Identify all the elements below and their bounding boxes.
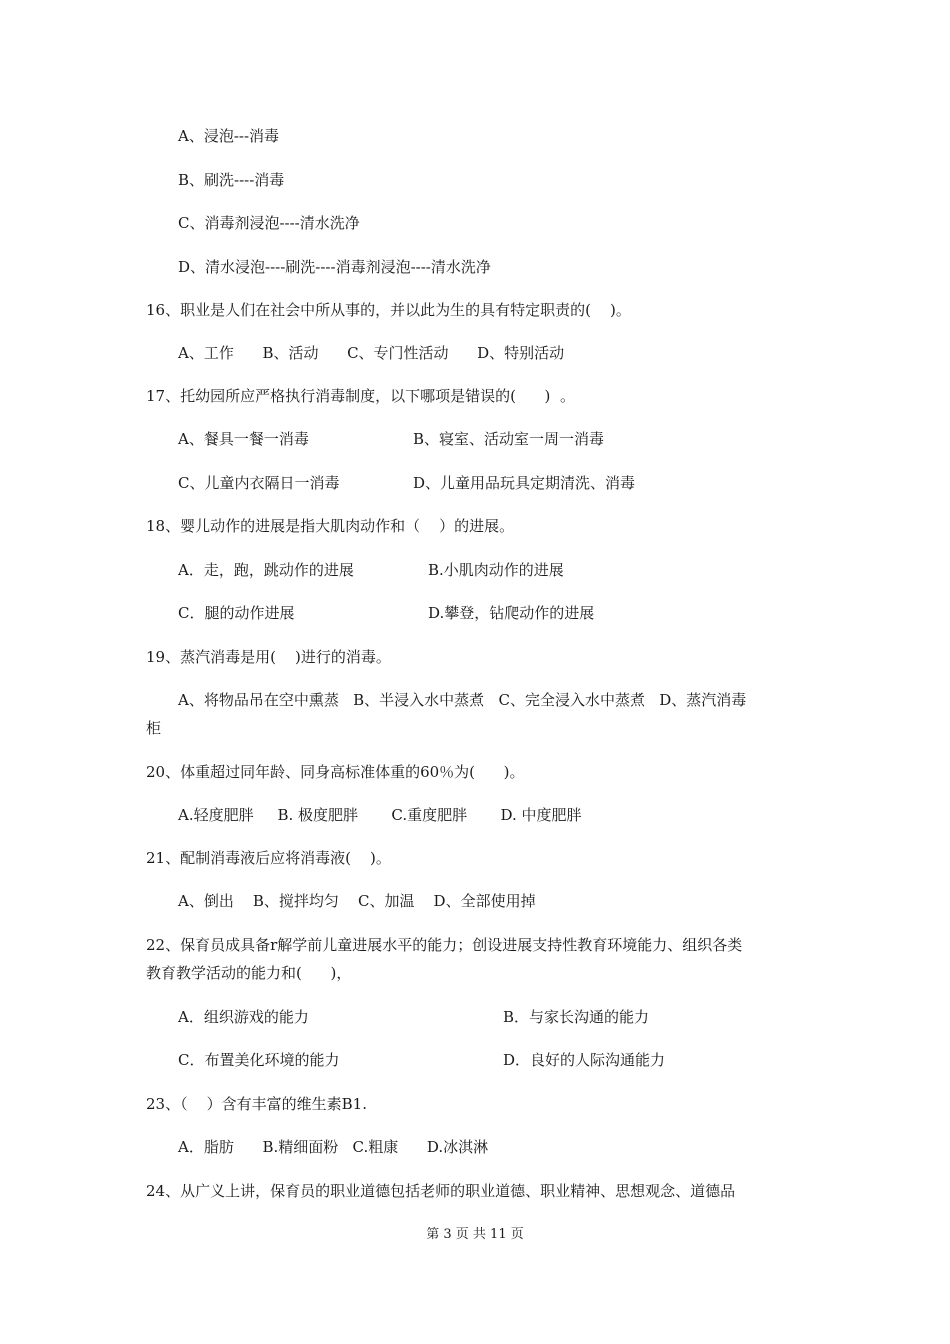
q15-option-a: A、浸泡---消毒 <box>178 127 280 145</box>
q16-stem: 16、职业是人们在社会中所从事的，并以此为生的具有特定职责的( )。 <box>146 301 631 319</box>
q23-options: A．脂肪 B.精细面粉 C.粗康 D.冰淇淋 <box>178 1138 489 1156</box>
q17-option-b: B、寝室、活动室一周一消毒 <box>413 430 605 448</box>
q22-option-d: D．良好的人际沟通能力 <box>503 1051 666 1069</box>
q19-stem: 19、蒸汽消毒是用( )进行的消毒。 <box>146 648 391 666</box>
q20-options: A.轻度肥胖 B. 极度肥胖 C.重度肥胖 D. 中度肥胖 <box>178 806 582 824</box>
q17-stem: 17、托幼园所应严格执行消毒制度，以下哪项是错误的( ) 。 <box>146 387 575 405</box>
page-number-footer: 第 3 页 共 11 页 <box>426 1227 524 1242</box>
q17-option-c: C、儿童内衣隔日一消毒 <box>178 474 340 492</box>
q20-stem: 20、体重超过同年龄、同身高标准体重的60％为( )。 <box>146 763 525 781</box>
q24-stem: 24、从广义上讲，保育员的职业道德包括老师的职业道德、职业精神、思想观念、道德品 <box>146 1182 736 1200</box>
q22-option-b: B．与家长沟通的能力 <box>503 1008 650 1026</box>
q15-option-b: B、刷洗----消毒 <box>178 171 285 189</box>
q19-options-continued: 柜 <box>146 719 162 737</box>
q17-option-d: D、儿童用品玩具定期清洗、消毒 <box>413 474 636 492</box>
q15-option-d: D、清水浸泡----刷洗----消毒剂浸泡----清水洗净 <box>178 258 491 276</box>
q22-option-a: A．组织游戏的能力 <box>178 1008 309 1026</box>
q23-stem: 23、（ ）含有丰富的维生素B1. <box>146 1095 367 1113</box>
q22-option-c: C．布置美化环境的能力 <box>178 1051 340 1069</box>
q21-stem: 21、配制消毒液后应将消毒液( )。 <box>146 849 391 867</box>
q22-stem: 22、保育员成具备r解学前儿童进展水平的能力；创设进展支持性教育环境能力、组织各类 <box>146 936 743 954</box>
q18-option-c: C．腿的动作进展 <box>178 604 295 622</box>
q18-option-b: B.小肌肉动作的进展 <box>428 561 564 579</box>
q19-options: A、将物品吊在空中熏蒸 B、半浸入水中蒸煮 C、完全浸入水中蒸煮 D、蒸汽消毒 <box>178 691 747 709</box>
q15-option-c: C、消毒剂浸泡----清水洗净 <box>178 214 360 232</box>
q21-options: A、倒出 B、搅拌均匀 C、加温 D、全部使用掉 <box>178 892 536 910</box>
q16-options: A、工作 B、活动 C、专门性活动 D、特别活动 <box>178 344 565 362</box>
q22-stem-continued: 教育教学活动的能力和( )， <box>146 964 352 982</box>
q18-option-a: A．走，跑，跳动作的进展 <box>178 561 354 579</box>
q18-stem: 18、婴儿动作的进展是指大肌肉动作和（ ）的进展。 <box>146 517 515 535</box>
q17-option-a: A、餐具一餐一消毒 <box>178 430 309 448</box>
q18-option-d: D.攀登，钻爬动作的进展 <box>428 604 595 622</box>
